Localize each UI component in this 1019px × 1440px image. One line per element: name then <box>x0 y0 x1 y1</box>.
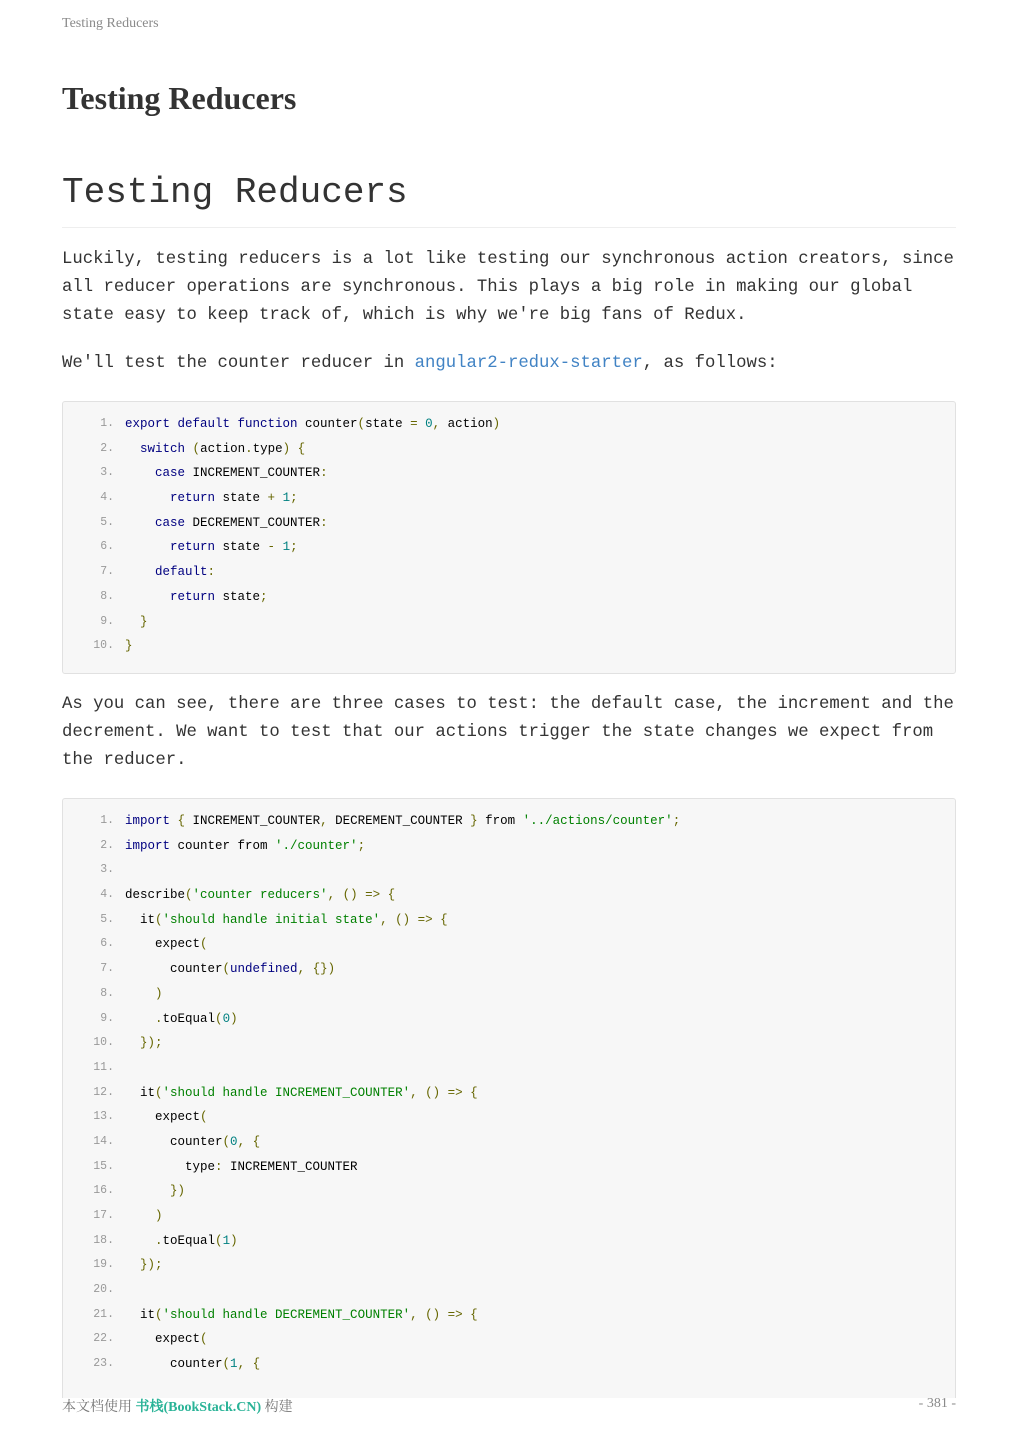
code-token <box>125 615 140 629</box>
code-token <box>125 590 170 604</box>
code-token: { <box>297 441 306 456</box>
code-text <box>125 1179 185 1204</box>
code-line <box>63 957 955 982</box>
code-token: import <box>125 814 171 828</box>
line-number: 13. <box>93 1110 114 1124</box>
code-token: counter from <box>170 838 276 853</box>
line-number: 3. <box>100 863 114 877</box>
code-token: case <box>155 515 186 530</box>
code-token <box>185 442 193 456</box>
code-line <box>63 486 955 511</box>
code-token <box>440 1086 448 1100</box>
code-token: 0 <box>425 417 433 431</box>
code-token <box>305 962 313 976</box>
code-token: , <box>297 962 306 977</box>
code-token: counter <box>125 1357 223 1372</box>
code-token: - <box>267 540 276 555</box>
line-number: 5. <box>100 515 114 529</box>
code-token: ( <box>357 417 366 431</box>
code-token: 'should handle initial state' <box>162 912 381 927</box>
code-token: ) <box>230 1011 238 1026</box>
code-token <box>125 1209 155 1223</box>
code-text <box>125 834 365 859</box>
code-token: : <box>320 515 328 530</box>
code-line <box>63 1352 955 1377</box>
code-line <box>63 809 955 834</box>
code-text <box>125 610 148 635</box>
code-token <box>245 1357 253 1371</box>
code-text <box>125 486 298 511</box>
code-line <box>63 634 955 659</box>
code-token: 'should handle INCREMENT_COUNTER' <box>162 1085 411 1100</box>
code-token <box>290 442 298 456</box>
code-token: expect <box>125 937 201 952</box>
code-token: , <box>327 888 336 903</box>
code-token: , <box>237 1357 246 1372</box>
code-token: . <box>155 1011 163 1026</box>
code-token: ( <box>200 937 208 952</box>
code-token: ; <box>672 814 681 828</box>
code-token: { <box>387 888 396 903</box>
line-number: 19. <box>93 1258 114 1272</box>
code-token <box>125 1012 155 1026</box>
code-token <box>275 491 283 505</box>
code-line <box>63 610 955 635</box>
line-number: 10. <box>93 639 114 653</box>
code-token: ( <box>185 888 193 903</box>
code-line <box>63 1327 955 1352</box>
code-line <box>63 1130 955 1155</box>
code-text <box>125 932 208 957</box>
code-token: ) <box>492 417 501 431</box>
code-line <box>63 1031 955 1056</box>
code-token: return <box>170 589 216 604</box>
code-token: DECREMENT_COUNTER <box>185 515 321 530</box>
code-token: = <box>410 417 418 431</box>
code-token: , <box>432 417 441 431</box>
line-number: 22. <box>93 1332 114 1346</box>
line-number: 2. <box>100 838 114 852</box>
code-token <box>358 888 366 902</box>
code-token: 1 <box>282 540 291 555</box>
code-line <box>63 1155 955 1180</box>
code-token: default <box>155 565 208 580</box>
code-token: . <box>245 441 253 456</box>
code-token: switch <box>140 441 186 456</box>
line-number: 16. <box>93 1184 114 1198</box>
code-token: counter <box>297 417 358 431</box>
code-token <box>125 442 140 456</box>
code-text <box>125 1204 163 1229</box>
code-token: it <box>125 1307 156 1322</box>
code-token: state <box>215 540 268 555</box>
code-token: ( <box>192 441 201 456</box>
code-token: () <box>342 888 358 903</box>
code-token <box>388 913 396 927</box>
line-number: 8. <box>100 986 114 1000</box>
code-line <box>63 511 955 536</box>
code-text <box>125 1007 238 1032</box>
footer-credit <box>62 1396 293 1416</box>
running-header: Testing Reducers <box>62 16 159 31</box>
code-token: () <box>425 1307 441 1322</box>
line-number: 7. <box>100 962 114 976</box>
code-token: INCREMENT_COUNTER <box>222 1159 358 1174</box>
code-token: , <box>410 1307 418 1322</box>
line-number: 11. <box>93 1060 114 1074</box>
code-token: it <box>125 1085 156 1100</box>
code-token: counter <box>125 962 223 977</box>
code-token: expect <box>125 1332 201 1347</box>
code-token: 'counter reducers' <box>192 888 328 903</box>
code-token: 1 <box>230 1357 238 1372</box>
code-text <box>125 1327 208 1352</box>
line-number: 6. <box>100 937 114 951</box>
code-token: ; <box>290 491 298 506</box>
line-number: 8. <box>100 589 114 603</box>
code-line <box>63 560 955 585</box>
code-token: { <box>470 1307 478 1322</box>
code-token: 1 <box>222 1233 231 1248</box>
code-line <box>63 1204 955 1229</box>
code-token <box>440 1308 448 1322</box>
code-token: INCREMENT_COUNTER <box>185 466 321 481</box>
code-token: , <box>320 814 328 828</box>
code-token: }) <box>170 1184 186 1199</box>
footer-prefix: 本文档使用 <box>62 1400 136 1415</box>
section-heading: Testing Reducers <box>62 172 956 228</box>
code-token: case <box>155 466 186 481</box>
code-token: ( <box>200 1332 208 1347</box>
code-token <box>335 888 343 902</box>
reference-paragraph <box>62 350 962 378</box>
code-line <box>63 412 955 437</box>
code-token: } <box>140 614 148 629</box>
line-number: 3. <box>100 466 114 480</box>
code-token: }); <box>140 1036 163 1051</box>
code-token: + <box>267 491 276 506</box>
code-token: ( <box>222 1357 231 1372</box>
intro-paragraph: Luckily, testing reducers is a lot like testing our synchronous action creators, since all reducer operations are synchronous. This plays a big role in making our global state easy to keep track of, which is why we're big fans of Redux. <box>62 250 954 325</box>
code-token: export default function <box>125 417 298 431</box>
code-text <box>125 511 328 536</box>
code-text <box>125 1303 478 1328</box>
code-token: ( <box>155 1307 163 1322</box>
code-line <box>63 535 955 560</box>
code-token: ) <box>230 1233 238 1248</box>
code-token: state <box>215 589 261 604</box>
page-number: - 381 - <box>918 1396 956 1411</box>
code-text <box>125 1081 478 1106</box>
code-line <box>63 858 955 883</box>
code-token: {}) <box>312 962 336 977</box>
line-number: 6. <box>100 540 114 554</box>
code-token <box>418 1086 426 1100</box>
code-token <box>380 888 388 902</box>
code-token: undefined <box>230 962 298 977</box>
code-text <box>125 1253 163 1278</box>
code-token: { <box>470 1085 478 1100</box>
code-line <box>63 1081 955 1106</box>
code-token: : <box>207 565 216 580</box>
code-token: => <box>447 1085 463 1100</box>
code-token: state <box>365 417 411 431</box>
code-token <box>125 540 170 554</box>
code-token: toEqual <box>162 1233 216 1248</box>
line-number: 17. <box>93 1209 114 1222</box>
line-number: 4. <box>100 888 114 902</box>
code-text <box>125 1130 260 1155</box>
code-token: action <box>440 417 493 431</box>
code-token <box>125 466 155 480</box>
line-number: 7. <box>100 565 114 579</box>
code-token <box>418 1308 426 1322</box>
code-token: { <box>177 814 186 828</box>
code-line <box>63 1179 955 1204</box>
code-text <box>125 1229 238 1254</box>
code-token <box>125 516 155 530</box>
code-token: 0 <box>222 1011 231 1026</box>
code-token: { <box>252 1134 261 1149</box>
line-number: 18. <box>93 1233 114 1247</box>
code-token: . <box>155 1233 163 1248</box>
code-token <box>125 1234 155 1248</box>
test-code-block <box>62 798 956 1398</box>
code-token: }); <box>140 1258 163 1273</box>
code-text <box>125 883 395 908</box>
code-token: ( <box>200 1110 208 1125</box>
code-text <box>125 1105 208 1130</box>
code-token: , <box>237 1134 246 1149</box>
code-token: from <box>477 814 523 828</box>
code-token: './counter' <box>275 838 358 853</box>
code-token: : <box>320 466 328 481</box>
code-text <box>125 634 133 659</box>
code-text <box>125 1155 358 1180</box>
code-text <box>125 1352 260 1377</box>
code-text <box>125 560 215 585</box>
code-token: '../actions/counter' <box>522 814 673 828</box>
bookstack-brand-link[interactable]: 书栈(BookStack.CN) <box>135 1400 262 1415</box>
code-token <box>410 913 418 927</box>
code-token: type <box>252 441 283 456</box>
code-token: () <box>395 912 411 927</box>
code-token: return <box>170 491 216 506</box>
code-token: , <box>410 1085 418 1100</box>
code-token: ( <box>155 912 163 927</box>
code-line <box>63 834 955 859</box>
line-number: 5. <box>100 912 114 926</box>
code-token: counter <box>125 1134 223 1149</box>
reference-text-after: , as follows: <box>642 354 778 373</box>
line-number: 20. <box>93 1283 114 1297</box>
line-number: 2. <box>100 441 114 455</box>
code-line <box>63 908 955 933</box>
code-token: ( <box>222 962 231 977</box>
code-token <box>125 491 170 505</box>
line-number: 14. <box>93 1134 114 1148</box>
code-token: ) <box>282 441 291 456</box>
code-token <box>170 814 178 828</box>
code-text <box>125 908 448 933</box>
code-token: 0 <box>230 1134 238 1149</box>
code-token: ) <box>155 1209 163 1223</box>
code-text <box>125 1031 163 1056</box>
code-line <box>63 883 955 908</box>
code-line <box>63 1253 955 1278</box>
code-token: => <box>447 1307 463 1322</box>
code-token: , <box>380 912 388 927</box>
code-token: ; <box>290 540 298 555</box>
code-text <box>125 982 163 1007</box>
cases-paragraph: As you can see, there are three cases to test: the default case, the increment and the decrement. We want to test that our actions trigger the state changes we expect from the reducer. <box>62 695 954 770</box>
code-line <box>63 585 955 610</box>
line-number: 21. <box>93 1307 114 1321</box>
line-number: 15. <box>93 1159 114 1173</box>
code-token: ; <box>357 838 366 853</box>
code-line <box>63 1007 955 1032</box>
code-token: 1 <box>282 491 291 506</box>
code-text <box>125 461 328 486</box>
code-token: DECREMENT_COUNTER <box>327 814 471 828</box>
code-text <box>125 957 335 982</box>
code-token: expect <box>125 1110 201 1125</box>
code-token <box>125 987 155 1001</box>
code-token: ( <box>215 1011 223 1026</box>
angular2-redux-starter-link[interactable]: angular2-redux-starter <box>414 354 643 373</box>
code-token: ; <box>260 589 268 604</box>
code-text <box>125 412 500 437</box>
code-token <box>125 1184 170 1198</box>
code-token: action <box>200 441 246 456</box>
footer-suffix: 构建 <box>261 1400 293 1415</box>
line-number: 9. <box>100 614 114 628</box>
code-line <box>63 461 955 486</box>
reference-text-before: We'll test the counter reducer in <box>62 354 415 373</box>
code-token: return <box>170 540 216 555</box>
code-token: import <box>125 838 171 853</box>
code-token: toEqual <box>162 1011 216 1026</box>
code-line <box>63 1229 955 1254</box>
code-token: ( <box>215 1233 223 1248</box>
code-token: { <box>440 912 448 927</box>
code-token: 'should handle DECREMENT_COUNTER' <box>162 1307 411 1322</box>
code-token: ( <box>222 1134 231 1149</box>
code-token <box>125 565 155 579</box>
line-number: 4. <box>100 491 114 505</box>
code-token: { <box>252 1357 261 1372</box>
code-line <box>63 982 955 1007</box>
code-token <box>125 1258 140 1272</box>
code-token: => <box>365 888 381 903</box>
code-token: => <box>417 912 433 927</box>
code-token: state <box>215 491 268 506</box>
code-line <box>63 437 955 462</box>
line-number: 23. <box>93 1357 114 1371</box>
code-text <box>125 437 305 462</box>
code-token: INCREMENT_COUNTER <box>185 814 321 828</box>
code-token: } <box>470 814 478 828</box>
code-token: ( <box>155 1085 163 1100</box>
code-line <box>63 1278 955 1303</box>
code-token: } <box>125 639 133 654</box>
code-line <box>63 932 955 957</box>
code-token: type <box>125 1159 216 1174</box>
line-number: 10. <box>93 1036 114 1050</box>
code-line <box>63 1105 955 1130</box>
line-number: 1. <box>100 417 114 430</box>
code-text <box>125 585 268 610</box>
line-number: 9. <box>100 1011 114 1025</box>
line-number: 12. <box>93 1085 114 1099</box>
code-token: () <box>425 1085 441 1100</box>
code-token <box>275 540 283 554</box>
document-title: Testing Reducers <box>62 80 297 116</box>
code-line <box>63 1303 955 1328</box>
code-text <box>125 809 680 834</box>
code-token: ) <box>155 986 163 1001</box>
code-token <box>418 417 426 431</box>
code-text <box>125 535 298 560</box>
code-token: describe <box>125 888 186 903</box>
code-line <box>63 1056 955 1081</box>
code-token <box>245 1135 253 1149</box>
line-number: 1. <box>100 814 114 827</box>
code-token: : <box>215 1159 223 1174</box>
code-token: it <box>125 912 156 927</box>
code-token <box>125 1036 140 1050</box>
reducer-code-block <box>62 401 956 674</box>
